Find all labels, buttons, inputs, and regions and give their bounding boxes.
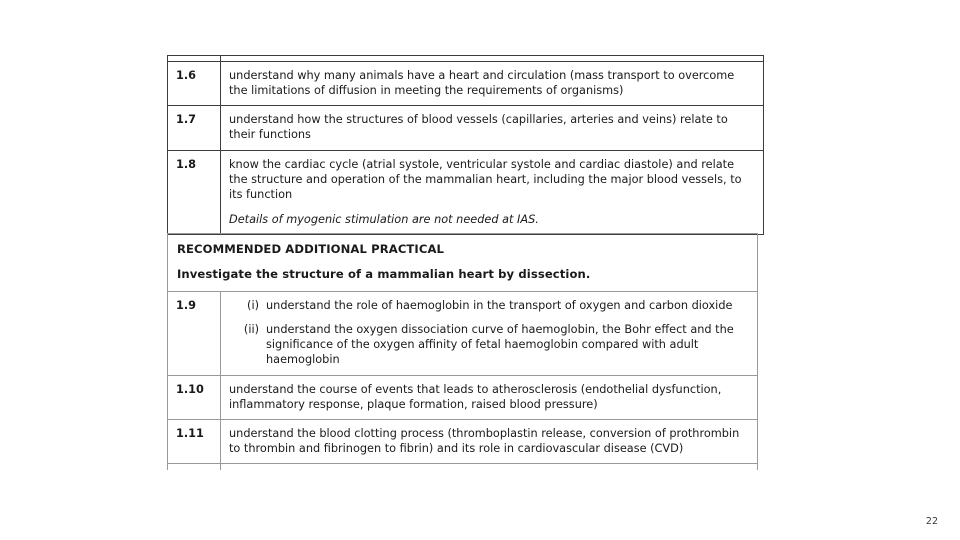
statement-text: understand the blood clotting process (thromboplastin release, conversion of prothrombin to thrombin and fibrinogen to fibrin) and its role in cardiovascular disease (CVD) <box>229 426 740 455</box>
practical-header-cell <box>168 234 758 292</box>
table-row <box>168 375 758 419</box>
table-row-clipped-bottom <box>168 464 758 471</box>
row-reference: 1.9 <box>168 292 221 376</box>
list-item-text: understand the oxygen dissociation curve of haemoglobin, the Bohr effect and the significance of the oxygen affinity of fetal haemoglobin compared with adult haemoglobin <box>266 323 734 367</box>
practical-subheading: Investigate the structure of a mammalian heart by dissection. <box>177 266 591 281</box>
table-row <box>168 292 758 376</box>
page-number: 22 <box>925 516 938 527</box>
practical-header-row <box>168 234 758 292</box>
clipped-cell-ref <box>168 464 221 471</box>
list-item <box>229 322 749 367</box>
table-row <box>168 419 758 463</box>
row-content <box>221 150 764 235</box>
statement-text: understand why many animals have a heart and circulation (mass transport to overcome the limitations of diffusion in meeting the requirements of organisms) <box>229 69 735 98</box>
row-reference: 1.8 <box>168 150 221 235</box>
row-content <box>221 62 764 106</box>
statement-text: understand how the structures of blood vessels (capillaries, arteries and veins) relate to their functions <box>229 113 728 142</box>
clipped-cell-body <box>221 464 758 471</box>
table-row <box>168 106 764 150</box>
row-content <box>221 419 758 463</box>
practical-heading: RECOMMENDED ADDITIONAL PRACTICAL <box>177 242 445 256</box>
row-reference: 1.10 <box>168 375 221 419</box>
roman-sub-list <box>229 298 749 368</box>
row-reference: 1.6 <box>168 62 221 106</box>
list-item-marker: (i) <box>247 299 259 313</box>
list-item-marker: (ii) <box>243 323 259 337</box>
row-content <box>221 375 758 419</box>
row-content <box>221 106 764 150</box>
row-content <box>221 292 758 376</box>
row-reference: 1.7 <box>168 106 221 150</box>
specification-table-upper <box>167 55 764 235</box>
table-row <box>168 150 764 235</box>
list-item-text: understand the role of haemoglobin in the transport of oxygen and carbon dioxide <box>266 299 733 313</box>
statement-text: understand the course of events that leads to atherosclerosis (endothelial dysfunction, inflammatory response, plaque formation, raised blood pressure) <box>229 382 722 411</box>
statement-text: know the cardiac cycle (atrial systole, ventricular systole and cardiac diastole) and relate the structure and operation of the mammalian heart, including the major blood vessels, to its function <box>229 157 742 201</box>
list-item <box>229 298 749 313</box>
specification-table-lower <box>167 233 758 470</box>
table-row <box>168 62 764 106</box>
guidance-note: Details of myogenic stimulation are not needed at IAS. <box>229 212 539 226</box>
row-reference: 1.11 <box>168 419 221 463</box>
